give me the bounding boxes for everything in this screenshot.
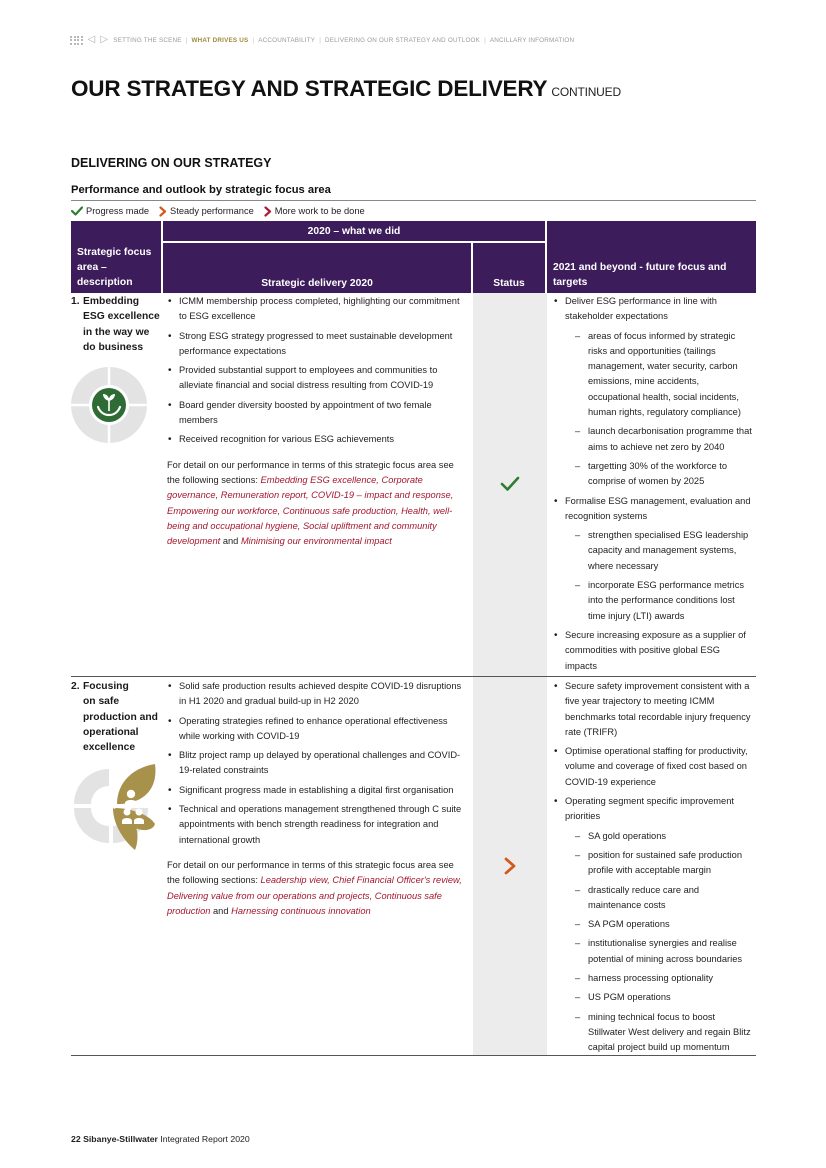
future-subitem: – areas of focus informed by strategic risks and opportunities (tailings management, water security, carbon emissions, mine accidents, occupational health, social incidents, human rights, regulatory compliance) [565, 329, 753, 421]
row-1-number: 1. [71, 296, 80, 307]
future-item-text: Operating segment specific improvement priorities [565, 796, 734, 822]
table-bottom-border [71, 1055, 756, 1056]
row-2-desc-line: excellence [83, 742, 136, 754]
page-title [71, 76, 621, 102]
row-1-description [71, 294, 160, 355]
future-subitem: – institutionalise synergies and realise potential of mining across boundaries [565, 936, 753, 967]
nav-setting-the-scene[interactable]: SETTING THE SCENE [113, 36, 182, 44]
detail-section-links[interactable]: Embedding ESG excellence, Corporate governance, Remuneration report, COVID-19 – impact and response, Empowering our workforce, Continuous safe production, Health, well-being and occupational hygiene, Social upliftment and community development [167, 474, 454, 547]
detail-and: and [210, 905, 232, 916]
nav-ancillary-information[interactable]: ANCILLARY INFORMATION [489, 36, 575, 44]
subsection-title: Performance and outlook by strategic focus area [71, 184, 331, 196]
section-title: DELIVERING ON OUR STRATEGY [71, 156, 272, 170]
future-item: • Secure safety improvement consistent with a five year trajectory to meeting ICMM benchmarks total recordable injury frequency rate (TRIFR) [553, 679, 753, 740]
future-subitem: – targetting 30% of the workforce to comprise of women by 2025 [565, 459, 753, 490]
future-item [553, 794, 753, 1055]
row-1-delivery [167, 294, 467, 549]
delivery-item: • Blitz project ramp up delayed by operational challenges and COVID-19-related constraints [167, 748, 467, 779]
nav-separator: | [252, 36, 255, 44]
top-navigation [70, 32, 578, 48]
future-item [553, 294, 753, 490]
delivery-item: • Received recognition for various ESG achievements [167, 432, 467, 447]
row-2-future [553, 679, 753, 1060]
future-subitem: – incorporate ESG performance metrics into the performance conditions lost time injury (LTI) awards [565, 578, 753, 624]
detail-intro: For detail on our performance in terms of this strategic focus area see the following sections: [167, 459, 454, 485]
legend-steady [159, 206, 254, 217]
row-2-desc-line: Focusing [83, 681, 129, 692]
future-subitem: – SA gold operations [565, 829, 753, 844]
future-subitem: – US PGM operations [565, 990, 753, 1005]
row-2-detail-paragraph [167, 858, 467, 919]
page-footer [71, 1134, 250, 1144]
delivery-item: • Solid safe production results achieved despite COVID-19 disruptions in H1 2020 and gradual build-up in H2 2020 [167, 679, 467, 710]
future-item: • Optimise operational staffing for productivity, volume and coverage of fixed cost based on COVID-19 experience [553, 744, 753, 790]
row-divider [71, 676, 756, 677]
future-item-text: Formalise ESG management, evaluation and recognition systems [565, 495, 751, 521]
future-subitem: – position for sustained safe production profile with acceptable margin [565, 848, 753, 879]
row-2-desc-line: operational [83, 726, 139, 738]
delivery-item: • Strong ESG strategy progressed to meet sustainable development performance expectations [167, 329, 467, 360]
nav-separator: | [319, 36, 322, 44]
row-2-description [71, 679, 158, 755]
future-subitem: – SA PGM operations [565, 917, 753, 932]
nav-separator: | [185, 36, 188, 44]
row-2-delivery [167, 679, 467, 919]
row-2-desc-line: on safe [83, 696, 120, 708]
chevron-right-orange-icon [159, 206, 167, 217]
delivery-item: • Technical and operations management strengthened through C suite appointments with bench strength readiness for integration and international growth [167, 802, 467, 848]
esg-hands-plant-icon [69, 365, 149, 445]
footer-company: Sibanye-Stillwater [83, 1134, 158, 1144]
delivery-item: • Operating strategies refined to enhance operational effectiveness while working with COVID-19 [167, 714, 467, 745]
delivery-item: • Provided substantial support to employees and communities to alleviate financial and social distress resulting from COVID-19 [167, 363, 467, 394]
status-legend [71, 200, 756, 221]
page-title-text: OUR STRATEGY AND STRATEGIC DELIVERY [71, 76, 548, 101]
row-2-number: 2. [71, 681, 80, 692]
delivery-item: • Board gender diversity boosted by appointment of two female members [167, 398, 467, 429]
future-subitem: – launch decarbonisation programme that aims to achieve net zero by 2040 [565, 424, 753, 455]
future-item [553, 494, 753, 624]
nav-what-drives-us[interactable]: WHAT DRIVES US [191, 36, 249, 44]
header-what-we-did: 2020 – what we did [163, 221, 545, 241]
header-focus-area: Strategic focus area – description [71, 221, 161, 293]
header-future-focus: 2021 and beyond - future focus and targets [547, 221, 756, 293]
future-subitem: – harness processing optionality [565, 971, 753, 986]
status-progress-check-icon [499, 473, 521, 495]
check-icon [71, 206, 83, 216]
footer-report: Integrated Report 2020 [160, 1134, 250, 1144]
delivery-item: • Significant progress made in establishing a digital first organisation [167, 783, 467, 798]
future-subitem: – mining technical focus to boost Stillwater West delivery and regain Blitz capital project build up momentum [565, 1010, 753, 1056]
detail-intro: For detail on our performance in terms of this strategic focus area see the following sections: [167, 859, 454, 886]
nav-separator: | [484, 36, 486, 44]
page-title-suffix: CONTINUED [551, 85, 621, 99]
future-subitem: – strengthen specialised ESG leadership capacity and management systems, where necessary [565, 528, 753, 574]
header-status: Status [473, 243, 545, 293]
delivery-item: • ICMM membership process completed, highlighting our commitment to ESG excellence [167, 294, 467, 325]
row-1-future [553, 294, 753, 678]
legend-more-work-label: More work to be done [274, 206, 365, 216]
header-strategic-delivery: Strategic delivery 2020 [163, 243, 471, 293]
detail-section-link-last[interactable]: Minimising our environmental impact [240, 536, 392, 547]
future-item-text: Deliver ESG performance in line with stakeholder expectations [565, 296, 717, 322]
status-column-background [473, 293, 547, 1055]
chevron-right-red-icon [264, 206, 272, 217]
previous-page-icon[interactable]: ◁ [87, 34, 96, 45]
detail-section-link-last[interactable]: Harnessing continuous innovation [231, 905, 371, 916]
grid-menu-icon[interactable] [70, 36, 83, 45]
legend-steady-label: Steady performance [170, 206, 254, 216]
nav-delivering-on-strategy[interactable]: DELIVERING ON OUR STRATEGY AND OUTLOOK [325, 36, 481, 44]
row-1-desc-line: ESG excellence [83, 311, 160, 323]
detail-section-links[interactable]: Leadership view, Chief Financial Officer's review, Delivering value from our operations and projects, Continuous safe production [167, 875, 462, 916]
row-2-desc-line: production and [83, 711, 158, 723]
detail-and: and [220, 536, 241, 547]
row-1-desc-line: do business [83, 341, 144, 353]
row-1-detail-paragraph [167, 458, 467, 550]
legend-progress [71, 206, 149, 216]
next-page-icon[interactable]: ▷ [100, 34, 109, 45]
status-steady-chevron-icon [499, 855, 521, 877]
future-item: • Secure increasing exposure as a supplier of commodities with positive global ESG impacts [553, 628, 753, 674]
safe-production-workers-icon [69, 764, 159, 854]
legend-progress-label: Progress made [86, 206, 150, 216]
page-number: 22 [71, 1134, 81, 1144]
row-1-desc-line: Embedding [83, 296, 140, 307]
nav-accountability[interactable]: ACCOUNTABILITY [258, 36, 316, 44]
future-subitem: – drastically reduce care and maintenance costs [565, 883, 753, 914]
row-1-desc-line: in the way we [83, 326, 150, 338]
legend-more-work [264, 206, 365, 217]
